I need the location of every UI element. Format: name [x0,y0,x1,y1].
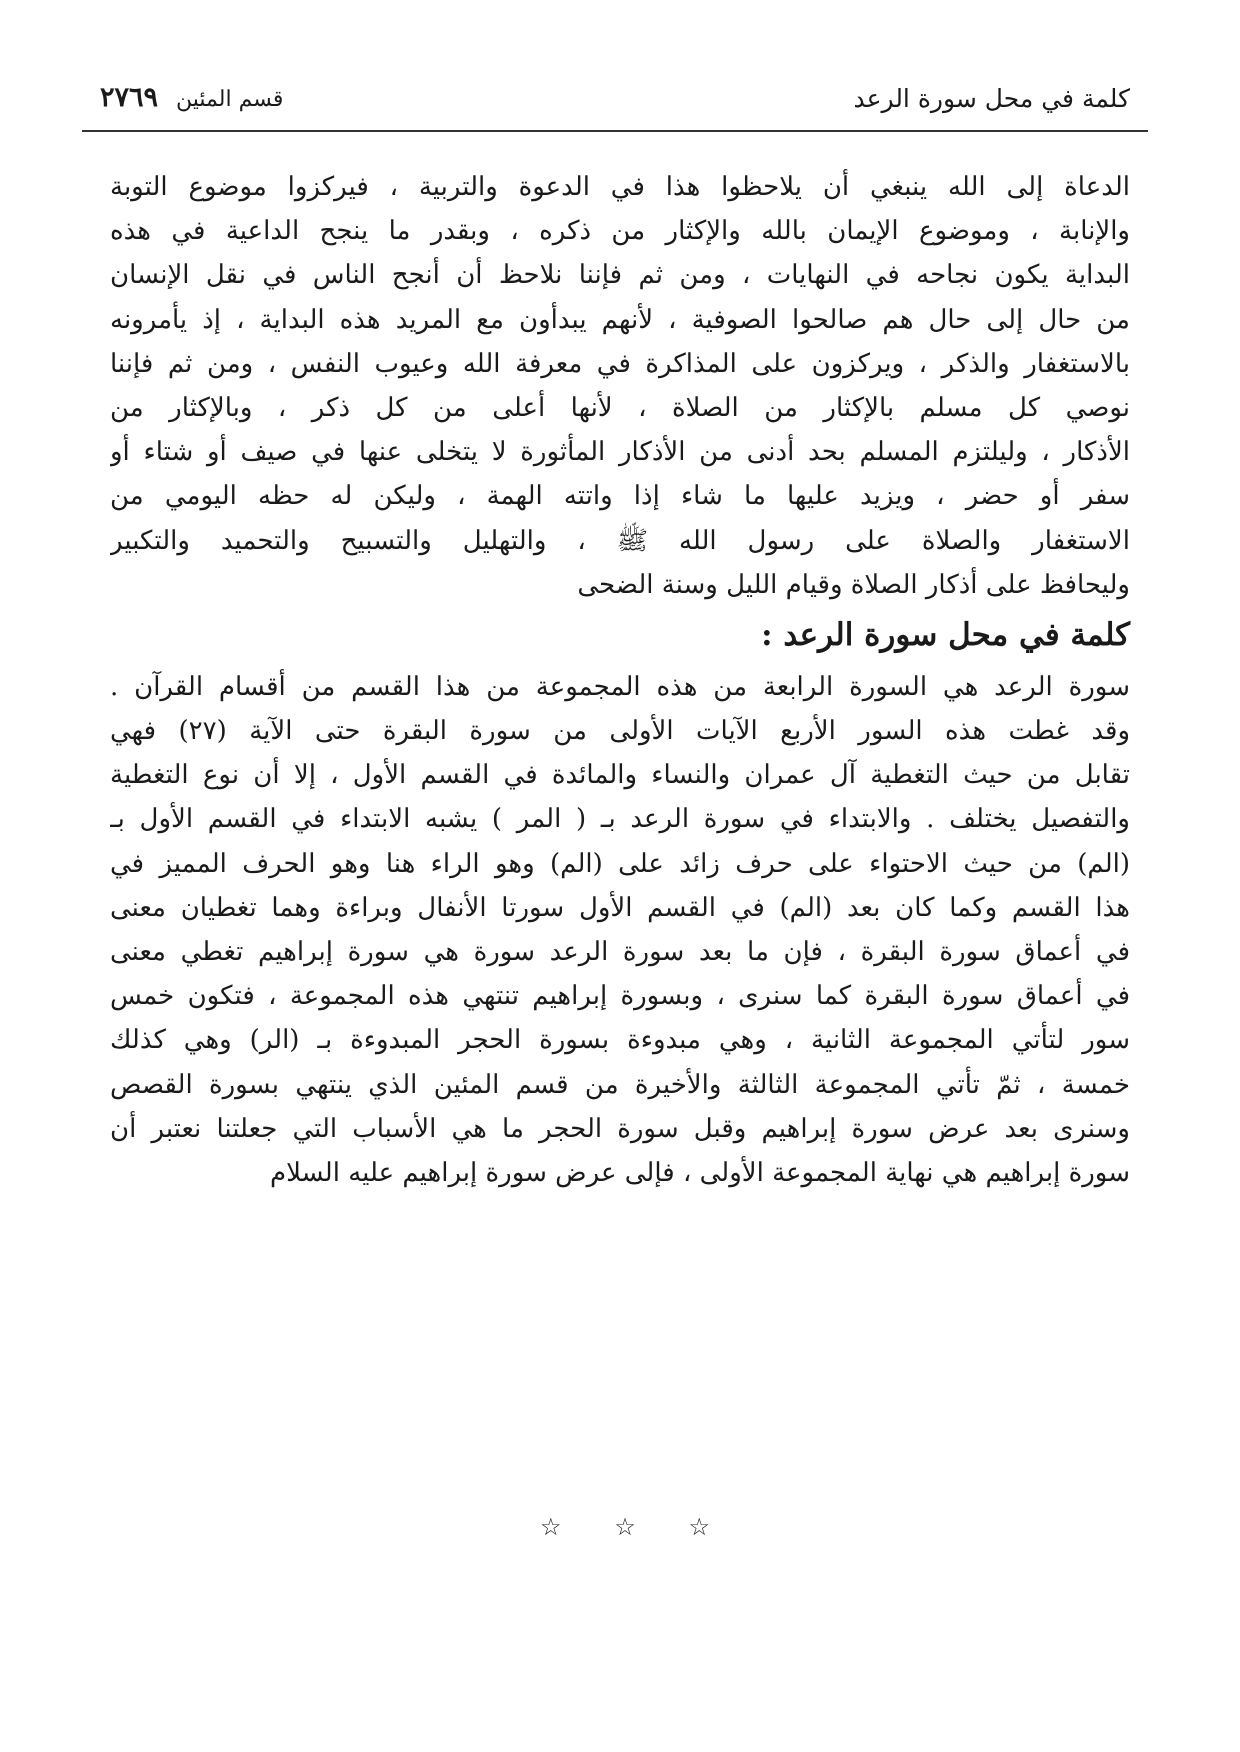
text-line: في أعماق سورة البقرة كما سنرى ، وبسورة إبراهيم تنتهي هذه المجموعة ، فتكون خمس [110,981,1130,1012]
text-line: هذا القسم وكما كان بعد (الم) في القسم الأول سورتا الأنفال وبراءة وهما تغطيان معنى [110,892,1130,923]
text-line: سور لتأتي المجموعة الثانية ، وهي مبدوءة بسورة الحجر المبدوءة بـ (الر) وهي كذلك [110,1025,1130,1056]
text-line: الاستغفار والصلاة على رسول الله ﷺ ، والتهليل والتسبيح والتحميد والتكبير [110,525,1130,556]
text-line: الدعاة إلى الله ينبغي أن يلاحظوا هذا في الدعوة والتربية ، فيركزوا موضوع التوبة [110,172,1130,202]
text-line: سفر أو حضر ، ويزيد عليها ما شاء إذا واتته الهمة ، وليكن له حظه اليومي من [110,481,1130,512]
text-line: الأذكار ، وليلتزم المسلم بحد أدنى من الأذكار المأثورة لا يتخلى عنها في صيف أو شتاء أو [110,437,1130,468]
text-line: (الم) من حيث الاحتواء على حرف زائد على (الم) وهو الراء هنا وهو الحرف المميز في [110,848,1130,879]
paragraph-1 [110,165,1130,607]
header-page-info [100,82,283,113]
paragraph-2 [110,665,1130,1195]
page-number: ٢٧٦٩ [100,82,159,113]
text-line: تقابل من حيث التغطية آل عمران والنساء والمائدة في القسم الأول ، إلا أن نوع التغطية [110,760,1130,791]
text-line: وقد غطت هذه السور الأربع الآيات الأولى من سورة البقرة حتى الآية (٢٧) فهي [110,716,1130,747]
header-divider [82,130,1148,132]
text-line: والإنابة ، وموضوع الإيمان بالله والإكثار من ذكره ، وبقدر ما ينجح الداعية في هذه [110,216,1130,247]
text-line: خمسة ، ثمّ تأتي المجموعة الثالثة والأخيرة من قسم المئين الذي ينتهي بسورة القصص [110,1069,1130,1100]
running-section-name: قسم المئين [176,87,284,112]
text-line: سورة الرعد هي السورة الرابعة من هذه المجموعة من هذا القسم من أقسام القرآن . [110,671,1130,702]
page-body [110,165,1130,1195]
text-line: البداية يكون نجاحه في النهايات ، ومن ثم فإننا نلاحظ أن أنجح الناس في نقل الإنسان [110,260,1130,291]
star-icon: ☆ [688,1513,710,1541]
star-icon: ☆ [614,1513,636,1541]
text-line: بالاستغفار والذكر ، ويركزون على المذاكرة في معرفة الله وعيوب النفس ، ومن ثم فإننا [110,348,1130,379]
text-line: سورة إبراهيم هي نهاية المجموعة الأولى ، فإلى عرض سورة إبراهيم عليه السلام [269,1157,1130,1188]
text-line: وسنرى بعد عرض سورة إبراهيم وقبل سورة الحجر ما هي الأسباب التي جعلتنا نعتبر أن [110,1113,1130,1144]
text-line: والتفصيل يختلف . والابتداء في سورة الرعد بـ ( المر ) يشبه الابتداء في القسم الأول بـ [110,804,1130,835]
star-icon: ☆ [540,1513,562,1541]
text-line: وليحافظ على أذكار الصلاة وقيام الليل وسنة الضحى [577,569,1130,600]
section-heading: كلمة في محل سورة الرعد : [761,616,1130,653]
end-ornament [540,1513,710,1541]
running-chapter-title: كلمة في محل سورة الرعد [853,84,1130,113]
text-line: من حال إلى حال هم صالحوا الصوفية ، لأنهم يبدأون مع المريد هذه البداية ، إذ يأمرونه [110,304,1130,335]
text-line: نوصي كل مسلم بالإكثار من الصلاة ، لأنها أعلى من كل ذكر ، وبالإكثار من [110,392,1130,423]
text-line: في أعماق سورة البقرة ، فإن ما بعد سورة الرعد سورة هي سورة إبراهيم تغطي معنى [110,937,1130,967]
page-header [100,78,1130,124]
